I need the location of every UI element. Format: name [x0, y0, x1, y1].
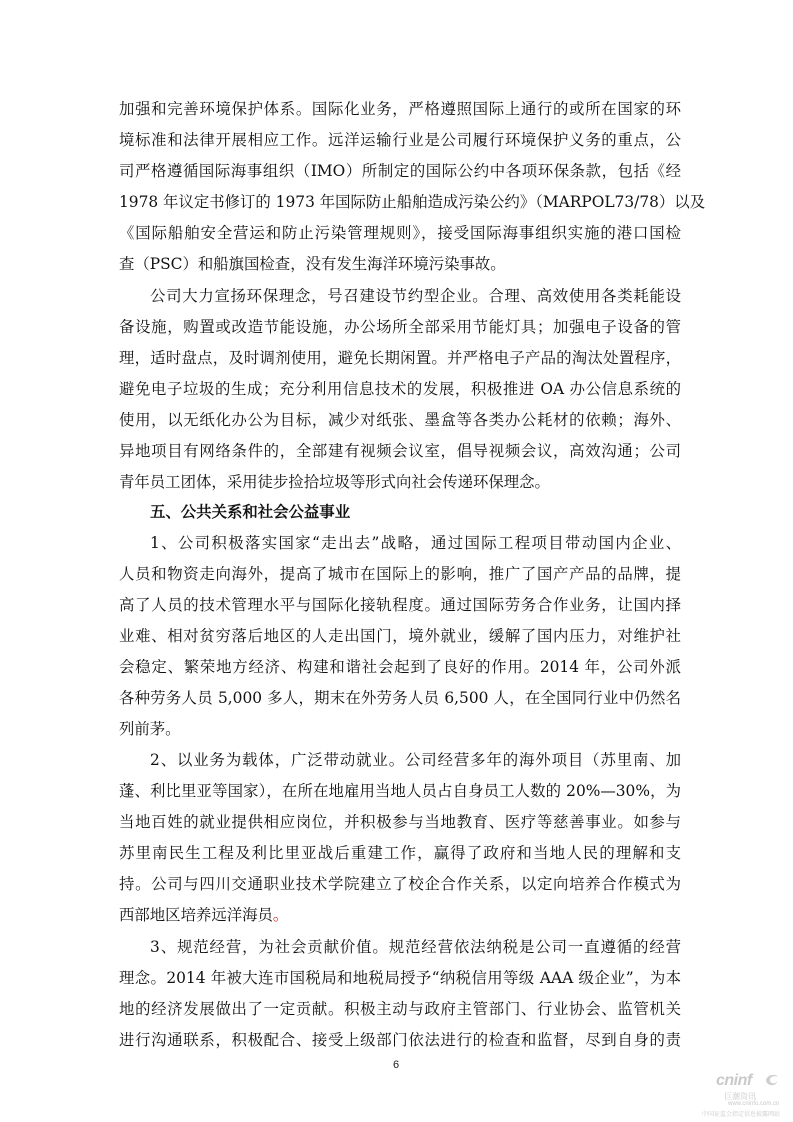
- red-period-mark: 。: [272, 906, 289, 924]
- paragraph-line: 《国际船舶安全营运和防止污染管理规则》，接受国际海事组织实施的港口国检: [119, 224, 681, 242]
- paragraph-line: 司严格遵循国际海事组织（IMO）所制定的国际公约中各项环保条款，包括《经: [119, 162, 681, 180]
- paragraph-line: 苏里南民生工程及利比里亚战后重建工作，赢得了政府和当地人民的理解和支: [119, 844, 681, 862]
- paragraph-line: 使用，以无纸化办公为目标，减少对纸张、墨盒等各类办公耗材的依赖；海外、: [119, 411, 681, 429]
- paragraph-line: 会稳定、繁荣地方经济、构建和谐社会起到了良好的作用。2014 年，公司外派: [119, 658, 681, 676]
- paragraph-line: 当地百姓的就业提供相应岗位，并积极参与当地教育、医疗等慈善事业。如参与: [119, 813, 681, 831]
- paragraph-line: 理念。2014 年被大连市国税局和地税局授予“纳税信用等级 AAA 级企业”，为本: [119, 969, 681, 987]
- paragraph-line: 备设施，购置或改造节能设施，办公场所全部采用节能灯具；加强电子设备的管: [119, 318, 681, 336]
- paragraph-line: 1978 年议定书修订的 1973 年国际防止船舶造成污染公约》（MARPOL73/78）以及: [119, 193, 706, 211]
- logo-brand: cninf: [716, 1072, 752, 1089]
- paragraph-line: 查（PSC）和船旗国检查，没有发生海洋环境污染事故。: [119, 255, 506, 273]
- paragraph-line: 蓬、利比里亚等国家），在所在地雇用当地人员占自身员工人数的 20%—30%，为: [119, 782, 681, 800]
- paragraph-text: 西部地区培养远洋海员: [119, 906, 273, 924]
- paragraph-line: 人员和物资走向海外，提高了城市在国际上的影响，推广了国产产品的品牌，提: [119, 565, 681, 583]
- logo-org: 中国证监会指定信息披露网站: [702, 1112, 781, 1118]
- paragraph-line: 各种劳务人员 5,000 多人，期末在外劳务人员 6,500 人，在全国同行业中仍然名: [119, 689, 681, 707]
- swirl-icon: [764, 1072, 780, 1088]
- paragraph-line: 高了人员的技术管理水平与国际化接轨程度。通过国际劳务合作业务，让国内择: [119, 596, 681, 614]
- paragraph-line: 青年员工团体，采用徒步捡拾垃圾等形式向社会传递环保理念。: [119, 473, 550, 491]
- paragraph-line: 理，适时盘点，及时调剂使用，避免长期闲置。并严格电子产品的淘汰处置程序，: [119, 349, 681, 367]
- paragraph-line: 境标准和法律开展相应工作。远洋运输行业是公司履行环境保护义务的重点，公: [119, 131, 681, 149]
- page-number: 6: [392, 1059, 400, 1071]
- paragraph-line: 避免电子垃圾的生成；充分利用信息技术的发展，积极推进 OA 办公信息系统的: [119, 380, 681, 398]
- paragraph-line: 加强和完善环境保护体系。国际化业务，严格遵照国际上通行的或所在国家的环: [119, 100, 681, 118]
- paragraph-line: 列前茅。: [119, 720, 181, 738]
- paragraph-line: 2、以业务为载体，广泛带动就业。公司经营多年的海外项目（苏里南、加: [150, 751, 681, 769]
- logo-name-cn: 巨潮资讯: [724, 1092, 756, 1101]
- paragraph-line: 3、规范经营，为社会贡献价值。规范经营依法纳税是公司一直遵循的经营: [150, 938, 681, 956]
- paragraph-line: 持。公司与四川交通职业技术学院建立了校企合作关系，以定向培养合作模式为: [119, 875, 681, 893]
- paragraph-line: 地的经济发展做出了一定贡献。积极主动与政府主管部门、行业协会、监管机关: [119, 1000, 681, 1018]
- paragraph-line: [119, 903, 681, 927]
- paragraph-line: 异地项目有网络条件的，全部建有视频会议室，倡导视频会议，高效沟通；公司: [119, 442, 681, 460]
- logo-url: www.cninfo.com.cn: [728, 1101, 780, 1107]
- cninfo-watermark-logo: [702, 1072, 790, 1120]
- paragraph-line: 公司大力宣扬环保理念，号召建设节约型企业。合理、高效使用各类耗能设: [150, 287, 681, 305]
- section-heading: 五、公共关系和社会公益事业: [150, 503, 351, 521]
- paragraph-line: 业难、相对贫穷落后地区的人走出国门，境外就业，缓解了国内压力，对维护社: [119, 627, 681, 645]
- paragraph-line: 1、公司积极落实国家“走出去”战略，通过国际工程项目带动国内企业、: [150, 534, 681, 552]
- paragraph-line: 进行沟通联系，积极配合、接受上级部门依法进行的检查和监督，尽到自身的责: [119, 1031, 681, 1049]
